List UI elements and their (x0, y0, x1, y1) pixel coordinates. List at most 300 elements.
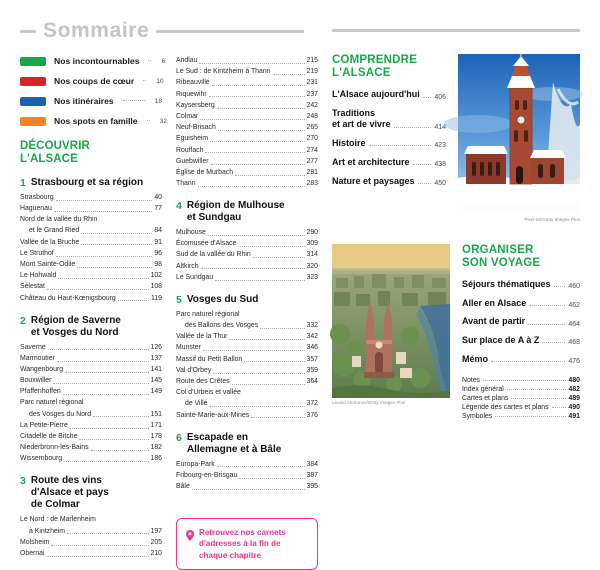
toc-entry[interactable] (20, 432, 162, 442)
dot-leader (123, 100, 145, 101)
toc-page: 283 (306, 180, 318, 188)
dot-leader (81, 244, 152, 245)
dot-leader (211, 164, 305, 165)
toc-label: Vallée de la Bruche (20, 238, 80, 246)
toc-entry[interactable] (462, 354, 580, 365)
toc-entry[interactable] (176, 273, 318, 283)
toc-entry[interactable] (176, 179, 318, 189)
toc-page: 137 (150, 354, 162, 362)
dot-leader (208, 235, 305, 236)
toc-entry[interactable] (176, 377, 318, 387)
chapter-title-line-2: et Sundgau (186, 212, 242, 224)
dot-leader (118, 300, 149, 301)
toc-entry[interactable] (20, 226, 162, 236)
heading-line-1: COMPRENDRE (332, 54, 418, 66)
dot-leader (251, 417, 304, 418)
toc-label: Riquewihr (176, 90, 207, 98)
toc-entry[interactable] (20, 454, 162, 464)
toc-entry[interactable] (462, 413, 580, 420)
toc-entry[interactable] (176, 471, 318, 481)
toc-entry[interactable] (20, 387, 162, 397)
toc-page: 281 (306, 168, 318, 176)
toc-label: Saverne (20, 343, 46, 351)
dot-leader (394, 127, 432, 128)
chapter-heading-4[interactable] (176, 200, 318, 224)
toc-label: Mulhouse (176, 229, 206, 237)
dot-leader (483, 380, 565, 381)
section-heading-decouvrir (20, 140, 162, 166)
blue-swatch (20, 97, 46, 106)
toc-page: 186 (150, 455, 162, 463)
toc-entry[interactable] (332, 138, 446, 149)
toc-entry[interactable] (20, 549, 162, 559)
dot-leader (217, 466, 305, 467)
toc-label: Séjours thématiques (462, 278, 551, 289)
right-header-rule (332, 29, 580, 32)
dot-leader (47, 289, 149, 290)
header-rule-left (20, 30, 36, 33)
dot-leader (423, 97, 432, 98)
toc-entry[interactable] (20, 354, 162, 364)
toc-group-6 (176, 460, 318, 492)
toc-entry[interactable] (176, 310, 318, 320)
toc-label-line-2: et art de vivre (332, 119, 391, 130)
toc-page: 438 (434, 161, 446, 169)
dot-leader (552, 407, 566, 408)
legend (20, 56, 167, 126)
legend-label: Nos spots en famille (54, 116, 138, 126)
chapter-heading-3[interactable] (20, 475, 162, 511)
chapter-heading-1[interactable] (20, 177, 162, 189)
toc-entry[interactable] (462, 377, 580, 384)
toc-entry[interactable] (20, 398, 162, 408)
toc-entry[interactable] (176, 343, 318, 353)
dot-leader (529, 305, 565, 306)
toc-entry[interactable] (20, 343, 162, 353)
heading-line-1: DÉCOUVRIR (20, 140, 90, 152)
photo-credit: Leonid Andronov/Getty Images Plus (332, 400, 406, 405)
toc-entry[interactable] (20, 294, 162, 304)
toc-page: 395 (306, 482, 318, 490)
chapter-title (31, 315, 121, 339)
toc-entry[interactable] (176, 262, 318, 272)
toc-entry[interactable] (462, 298, 580, 309)
chapter-title-line-2: et Vosges du Nord (30, 326, 119, 338)
toc-page: 84 (154, 227, 162, 235)
chapter-title-line-1: Région de Mulhouse (186, 200, 285, 212)
toc-entry[interactable] (20, 260, 162, 270)
toc-entry[interactable] (176, 56, 318, 66)
chapter-number: 2 (20, 314, 26, 327)
toc-page: 77 (154, 205, 162, 212)
chapter-title-line-3: de Colmar (30, 499, 80, 511)
toc-label: Cartes et plans (462, 395, 509, 403)
legend-label: Nos incontournables (54, 56, 140, 66)
toc-page: 323 (306, 273, 318, 281)
toc-label: Obernai (20, 549, 45, 557)
comprendre-text (332, 54, 446, 222)
heading-line-2: L'ALSACE (20, 152, 78, 165)
toc-label: Château du Haut-Kœnigsbourg (20, 294, 116, 302)
toc-page: 476 (568, 358, 580, 366)
dot-leader (147, 120, 150, 121)
dot-leader (491, 361, 565, 362)
section-heading-comprendre (332, 54, 446, 80)
toc-page: 384 (306, 460, 318, 468)
toc-page: 151 (150, 410, 162, 418)
toc-entry[interactable] (20, 527, 162, 537)
toc-entry[interactable] (462, 316, 580, 327)
dot-leader (215, 280, 304, 281)
toc-entry[interactable] (20, 365, 162, 375)
toc-entry[interactable] (176, 157, 318, 167)
toc-entry[interactable] (176, 482, 318, 492)
toc-label: Neuf-Brisach (176, 124, 216, 132)
toc-entry[interactable] (176, 332, 318, 342)
toc-label: Sud de la vallée du Rhin (176, 251, 251, 259)
chapter-title: Vosges du Sud (186, 293, 259, 305)
dot-leader (143, 80, 146, 81)
dot-leader (81, 233, 152, 234)
toc-label: Eguisheim (176, 135, 209, 143)
toc-label: Sur place de A à Z (462, 335, 540, 346)
toc-page: 314 (306, 251, 318, 259)
toc-page: 490 (568, 404, 580, 412)
toc-label: Vallée de la Thur (176, 333, 228, 341)
dot-leader (91, 450, 149, 451)
dot-leader (63, 394, 149, 395)
toc-page: 182 (150, 444, 162, 452)
toc-page: 210 (150, 549, 162, 557)
chapter-title (31, 475, 109, 511)
dot-leader (48, 349, 149, 350)
dot-leader (54, 211, 153, 212)
toc-label: Molsheim (20, 538, 50, 546)
toc-group-2 (20, 343, 162, 465)
toc-label: Europa-Park (176, 460, 215, 468)
dot-leader (528, 324, 565, 325)
strasbourg-photo-container (332, 244, 450, 423)
toc-label: L'Alsace aujourd'hui (332, 89, 420, 100)
toc-page: 145 (150, 377, 162, 385)
toc-entry[interactable] (332, 157, 446, 168)
toc-entry[interactable] (20, 443, 162, 453)
toc-label: Niederbronn-les-Bains (20, 444, 89, 452)
dot-leader (57, 361, 149, 362)
toc-entry[interactable] (332, 89, 446, 100)
toc-entry[interactable] (176, 67, 318, 77)
toc-page: 119 (151, 294, 162, 302)
toc-label: Wangenbourg (20, 365, 64, 373)
toc-page: 423 (434, 142, 446, 150)
winter-church-photo (458, 54, 580, 214)
toc-entry[interactable] (462, 404, 580, 411)
chapter-heading-6[interactable] (176, 432, 318, 456)
toc-entry[interactable] (176, 123, 318, 133)
dot-leader (213, 373, 304, 374)
toc-page: 219 (306, 68, 318, 76)
toc-label: Andlau (176, 57, 198, 64)
toc-label: Col d'Urbeis et vallée (176, 389, 241, 397)
dot-leader (507, 389, 566, 390)
toc-label: Parc naturel régional (176, 310, 240, 318)
toc-entry[interactable] (20, 421, 162, 431)
toc-entry[interactable] (462, 335, 580, 346)
toc-page: 98 (154, 260, 162, 268)
toc-entry[interactable] (176, 399, 318, 409)
toc-label: Haguenau (20, 205, 52, 212)
toc-label-line-1: Traditions (332, 108, 376, 119)
toc-page: 215 (306, 57, 318, 64)
toc-entry[interactable] (462, 395, 580, 402)
toc-page: 376 (306, 411, 318, 419)
page-title: Sommaire (43, 19, 150, 42)
heading-line-1: ORGANISER (462, 243, 534, 256)
dot-leader (217, 108, 305, 109)
dot-leader (64, 461, 148, 462)
toc-label: à Kintzheim (29, 527, 66, 535)
toc-entry[interactable] (20, 282, 162, 292)
dot-leader (209, 96, 305, 97)
dot-leader (554, 286, 566, 287)
chapter-heading-5[interactable] (176, 294, 318, 306)
legend-item[interactable] (20, 56, 166, 66)
legend-item[interactable] (20, 76, 162, 86)
toc-label: Mémo (462, 353, 489, 364)
toc-entry[interactable] (176, 250, 318, 260)
toc-entry[interactable] (176, 112, 318, 122)
toc-label: Église de Murbach (176, 168, 234, 176)
toc-entry[interactable] (176, 411, 318, 421)
toc-entry[interactable] (176, 168, 318, 178)
chapter-number: 6 (176, 431, 182, 444)
toc-label: Sélestat (20, 283, 45, 291)
toc-page: 277 (306, 157, 318, 165)
toc-entry[interactable] (176, 321, 318, 331)
toc-group-3 (20, 515, 162, 559)
chapter-title-line-2: d'Alsace et pays (30, 487, 109, 499)
toc-label: Symboles (462, 413, 493, 421)
toc-label: Route des Crêtes (176, 378, 230, 385)
dot-leader (273, 74, 305, 75)
orange-swatch (20, 117, 46, 126)
toc-label: Notes (462, 376, 481, 384)
toc-entry[interactable] (20, 376, 162, 386)
dot-leader (542, 342, 565, 343)
toc-entry[interactable] (20, 271, 162, 281)
dot-leader (77, 267, 152, 268)
toc-label: Fribourg-en-Brisgau (176, 471, 238, 479)
toc-page: 270 (306, 135, 318, 143)
toc-label: des Ballons des Vosges (185, 322, 259, 330)
toc-page: 462 (568, 301, 580, 309)
toc-entry[interactable] (20, 515, 162, 525)
toc-page: 332 (306, 322, 318, 330)
toc-page: 309 (306, 240, 318, 248)
map-pin-icon (186, 528, 194, 561)
chapter-title-line-1: Région de Saverne (30, 314, 121, 326)
toc-label: Marmoutier (20, 354, 55, 362)
comprendre-block (332, 54, 580, 222)
toc-label: Massif du Petit Ballon (176, 355, 243, 363)
toc-page: 346 (306, 344, 318, 352)
callout-box[interactable] (176, 518, 318, 570)
toc-page: 108 (150, 283, 162, 291)
toc-page: 290 (306, 229, 318, 237)
toc-label: Bâle (176, 482, 190, 490)
toc-label: Guebwiller (176, 157, 209, 165)
dot-leader (192, 489, 305, 490)
toc-entry[interactable] (176, 90, 318, 100)
toc-label: Colmar (176, 112, 199, 120)
toc-entry[interactable] (176, 146, 318, 156)
toc-page: 265 (306, 124, 318, 132)
right-page (318, 0, 600, 424)
dot-leader (495, 416, 565, 417)
toc-label: Légende des cartes et plans (462, 404, 549, 412)
toc-entry[interactable] (462, 279, 580, 290)
chapter-title-line-2: Allemagne et à Bâle (186, 443, 282, 455)
toc-label: Munster (176, 344, 201, 352)
toc-entry[interactable] (20, 238, 162, 248)
toc-entry[interactable] (20, 410, 162, 420)
toc-page: 274 (306, 146, 318, 154)
toc-label: Nord de la vallée du Rhin (20, 216, 98, 224)
left-columns (20, 56, 318, 570)
chapter-title (187, 200, 285, 224)
toc-page: 387 (306, 471, 318, 479)
toc-page: 460 (568, 283, 580, 291)
toc-label: Le Hohwald (20, 272, 57, 280)
toc-page: 40 (154, 193, 162, 201)
toc-entry[interactable] (176, 134, 318, 144)
dot-leader (199, 63, 304, 64)
chapter-title-line-1: Escapade en (186, 431, 248, 443)
toc-entry[interactable] (20, 215, 162, 225)
organiser-block (332, 244, 580, 423)
dot-leader (232, 384, 305, 385)
legend-page: 6 (161, 57, 166, 65)
dot-leader (56, 256, 153, 257)
toc-entry[interactable] (20, 538, 162, 548)
toc-label: et le Grand Ried (29, 227, 80, 235)
toc-entry[interactable] (462, 386, 580, 393)
dot-leader (369, 145, 432, 146)
red-swatch (20, 77, 46, 86)
toc-label: Le Sundgau (176, 273, 214, 281)
toc-entry[interactable] (332, 176, 446, 187)
legend-item[interactable] (20, 116, 167, 126)
toc-label: Avant de partir (462, 316, 526, 327)
toc-entry[interactable] (20, 193, 162, 203)
toc-page: 482 (568, 385, 580, 393)
chapter-number: 5 (176, 293, 182, 306)
column-one (20, 56, 167, 570)
toc-page: 480 (568, 376, 580, 384)
legend-item[interactable] (20, 96, 162, 106)
toc-page: 91 (154, 238, 162, 246)
toc-label: Écomusée d'Alsace (176, 240, 237, 248)
toc-page: 178 (150, 433, 162, 440)
toc-label: Strasbourg (20, 193, 54, 201)
dot-leader (53, 383, 148, 384)
toc-entry[interactable] (176, 228, 318, 238)
heading-line-2: SON VOYAGE (462, 256, 541, 269)
toc-label: Kaysersberg (176, 101, 215, 109)
toc-page: 359 (306, 366, 318, 374)
dot-leader (511, 398, 565, 399)
toc-entry[interactable] (176, 78, 318, 88)
toc-label: Sainte-Marie-aux-Mines (176, 411, 250, 419)
toc-label: Le Sud : de Kintzheim à Thann (176, 68, 271, 76)
toc-page: 205 (150, 538, 162, 546)
green-swatch (20, 57, 46, 66)
toc-page: 406 (434, 93, 446, 101)
toc-entry[interactable] (332, 108, 446, 131)
dot-leader (239, 478, 304, 479)
toc-entry[interactable] (20, 204, 162, 214)
toc-label: Rouffach (176, 146, 204, 154)
dot-leader (56, 200, 153, 201)
dot-leader (413, 164, 432, 165)
toc-page: 464 (568, 320, 580, 328)
toc-label: Ribeauvillé (176, 79, 210, 87)
dot-leader (201, 268, 305, 269)
dot-leader (58, 278, 148, 279)
toc-page: 342 (306, 333, 318, 341)
toc-label: Val d'Orbey (176, 366, 212, 374)
toc-label: Pfaffenhoffen (20, 388, 61, 396)
toc-entry[interactable] (176, 355, 318, 365)
toc-label: Mont Sainte-Odile (20, 260, 76, 268)
toc-label: des Vosges du Nord (29, 410, 92, 418)
toc-label: Altkirch (176, 262, 199, 270)
dot-leader (198, 186, 305, 187)
chapter-number: 1 (20, 176, 26, 189)
legend-page: 18 (154, 97, 162, 105)
toc-entry[interactable] (176, 366, 318, 376)
chapter-heading-2[interactable] (20, 315, 162, 339)
dot-leader (200, 119, 304, 120)
toc-group-4 (176, 228, 318, 283)
toc-label: Aller en Alsace (462, 297, 527, 308)
toc-entry[interactable] (20, 249, 162, 259)
toc-label: Parc naturel régional (20, 399, 84, 407)
toc-page: 171 (150, 421, 162, 429)
toc-page: 242 (306, 101, 318, 109)
toc-group-3-cont (176, 56, 318, 189)
dot-leader (260, 328, 304, 329)
legend-label: Nos coups de cœur (54, 76, 135, 86)
toc-page: 357 (306, 355, 318, 363)
toc-entry[interactable] (176, 101, 318, 111)
toc-entry[interactable] (176, 239, 318, 249)
chapter-number: 3 (20, 475, 26, 488)
toc-entry[interactable] (176, 388, 318, 398)
callout-text: Retrouvez nos carnets d'adresses à la fin de chaque chapitre (199, 527, 286, 560)
toc-label (332, 108, 391, 131)
organiser-text (462, 244, 580, 423)
toc-page: 126 (150, 343, 162, 351)
toc-label: Citadelle de Bitche (20, 433, 78, 440)
toc-label: Histoire (332, 138, 366, 149)
dot-leader (244, 361, 304, 362)
toc-page: 237 (306, 90, 318, 98)
dot-leader (47, 556, 149, 557)
toc-entry[interactable] (176, 460, 318, 470)
toc-label: La Petite-Pierre (20, 421, 68, 429)
toc-group-1 (20, 193, 162, 304)
